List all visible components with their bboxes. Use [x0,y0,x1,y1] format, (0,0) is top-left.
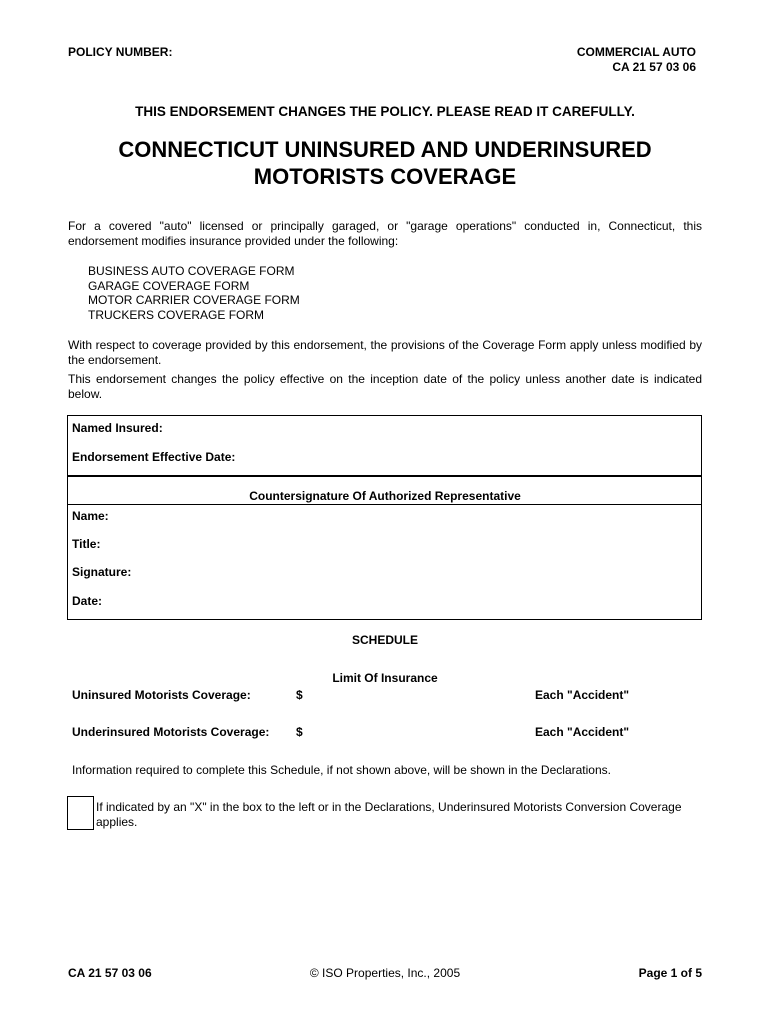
effective-date-label: Endorsement Effective Date: [72,450,236,464]
countersignature-divider [67,504,702,505]
header-form-code: CA 21 57 03 06 [612,60,696,74]
schedule-heading: SCHEDULE [351,633,418,647]
countersign-title-label: Title: [72,537,101,551]
coverage-form-item: TRUCKERS COVERAGE FORM [88,307,265,322]
coverage-form-item: GARAGE COVERAGE FORM [88,278,250,293]
endorsement-notice: THIS ENDORSEMENT CHANGES THE POLICY. PLEASE READ IT CAREFULLY. [135,104,635,119]
uninsured-per-accident: Each "Accident" [535,688,630,702]
conversion-coverage-text: If indicated by an "X" in the box to the left or in the Declarations, Underinsured Motorists Conversion Coverage applies. [96,800,682,829]
uninsured-currency: $ [296,688,303,702]
footer-page-number: Page 1 of 5 [638,966,702,980]
footer-copyright: © ISO Properties, Inc., 2005 [309,966,461,980]
policy-number-label: POLICY NUMBER: [68,45,173,59]
uninsured-coverage-label: Uninsured Motorists Coverage: [72,688,251,702]
coverage-form-item: MOTOR CARRIER COVERAGE FORM [88,293,300,307]
schedule-info: Information required to complete this Schedule, if not shown above, will be shown in the Declarations. [72,763,611,777]
header-right [577,45,696,75]
conversion-coverage-checkbox[interactable] [67,796,94,830]
title-line-2: MOTORISTS COVERAGE [253,164,517,189]
countersignature-heading: Countersignature Of Authorized Representative [249,489,521,503]
countersign-signature-label: Signature: [72,565,132,579]
page-title [0,136,770,190]
respect-paragraph: With respect to coverage provided by this endorsement, the provisions of the Coverage Form apply unless modified by the endorsement. [68,338,702,367]
countersign-name-label: Name: [72,509,109,523]
title-line-1: CONNECTICUT UNINSURED AND UNDERINSURED [118,137,652,162]
coverage-forms-list [88,264,300,322]
coverage-form-item: BUSINESS AUTO COVERAGE FORM [88,264,295,278]
intro-paragraph: For a covered "auto" licensed or principally garaged, or "garage operations" conducted in, Connecticut, this endorsement modifies insurance provided under the following: [68,219,702,248]
named-insured-label: Named Insured: [72,421,163,435]
footer-form-code: CA 21 57 03 06 [68,966,152,980]
underinsured-coverage-label: Underinsured Motorists Coverage: [72,725,270,739]
line-of-business: COMMERCIAL AUTO [576,45,696,59]
underinsured-currency: $ [296,725,303,739]
underinsured-per-accident: Each "Accident" [535,725,630,739]
limit-of-insurance-heading: Limit Of Insurance [332,671,438,685]
effective-paragraph: This endorsement changes the policy effective on the inception date of the policy unless another date is indicated below. [68,372,702,401]
countersign-date-label: Date: [72,594,103,608]
